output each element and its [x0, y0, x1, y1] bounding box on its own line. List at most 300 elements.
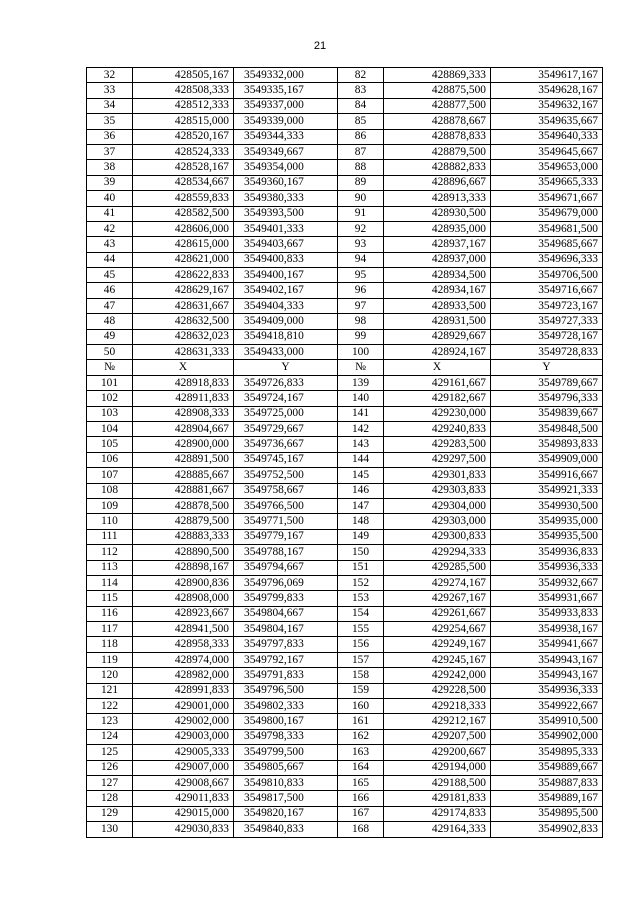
coordinates-table-header: [87, 360, 603, 375]
table-row: [87, 775, 603, 790]
point-number-left: 114: [87, 575, 133, 590]
x-coordinate-left: 428505,167: [133, 68, 234, 83]
y-coordinate-right: 3549671,667: [491, 191, 603, 206]
y-coordinate-left: 3549797,833: [234, 637, 338, 652]
y-coordinate-right: 3549935,500: [491, 529, 603, 544]
x-coordinate-left: 428632,023: [133, 329, 234, 344]
table-row: [87, 391, 603, 406]
x-coordinate-left: 428631,667: [133, 298, 234, 313]
point-number-right: 99: [338, 329, 384, 344]
y-coordinate-left: 3549779,167: [234, 529, 338, 544]
point-number-right: 87: [338, 144, 384, 159]
y-coordinate-right: 3549681,500: [491, 221, 603, 236]
point-number-right: 151: [338, 560, 384, 575]
point-number-right: 89: [338, 175, 384, 190]
point-number-left: 108: [87, 483, 133, 498]
point-number-left: 115: [87, 591, 133, 606]
x-coordinate-right: 429249,167: [384, 637, 491, 652]
point-number-right: 88: [338, 160, 384, 175]
x-coordinate-left: 429007,000: [133, 760, 234, 775]
y-coordinate-left: 3549736,667: [234, 437, 338, 452]
y-coordinate-left: 3549401,333: [234, 221, 338, 236]
y-coordinate-right: 3549716,667: [491, 283, 603, 298]
y-coordinate-left: 3549771,500: [234, 514, 338, 529]
x-coordinate-left: 428632,500: [133, 314, 234, 329]
x-coordinate-left: 428941,500: [133, 622, 234, 637]
point-number-left: 33: [87, 83, 133, 98]
y-coordinate-right: 3549893,833: [491, 437, 603, 452]
point-number-left: 43: [87, 237, 133, 252]
point-number-right: 160: [338, 699, 384, 714]
table-row: [87, 314, 603, 329]
table-row: [87, 729, 603, 744]
y-coordinate-right: 3549887,833: [491, 775, 603, 790]
point-number-right: 92: [338, 221, 384, 236]
point-number-right: 143: [338, 437, 384, 452]
table-row: [87, 252, 603, 267]
y-coordinate-left: 3549400,833: [234, 252, 338, 267]
point-number-left: 112: [87, 545, 133, 560]
x-coordinate-left: 428631,333: [133, 345, 234, 360]
header-number-left: №: [87, 360, 133, 375]
x-coordinate-right: 429303,000: [384, 514, 491, 529]
table-row: [87, 652, 603, 667]
point-number-left: 111: [87, 529, 133, 544]
point-number-left: 122: [87, 699, 133, 714]
y-coordinate-left: 3549796,069: [234, 575, 338, 590]
x-coordinate-left: 428879,500: [133, 514, 234, 529]
point-number-left: 130: [87, 822, 133, 837]
table-row: [87, 83, 603, 98]
y-coordinate-left: 3549729,667: [234, 421, 338, 436]
y-coordinate-right: 3549921,333: [491, 483, 603, 498]
x-coordinate-right: 429261,667: [384, 606, 491, 621]
y-coordinate-left: 3549360,167: [234, 175, 338, 190]
table-row: [87, 714, 603, 729]
point-number-right: 156: [338, 637, 384, 652]
point-number-left: 40: [87, 191, 133, 206]
table-row: [87, 175, 603, 190]
y-coordinate-left: 3549337,000: [234, 98, 338, 113]
x-coordinate-left: 428524,333: [133, 144, 234, 159]
point-number-left: 101: [87, 375, 133, 390]
point-number-right: 86: [338, 129, 384, 144]
point-number-left: 42: [87, 221, 133, 236]
point-number-right: 165: [338, 775, 384, 790]
point-number-left: 121: [87, 683, 133, 698]
table-row: [87, 745, 603, 760]
point-number-left: 129: [87, 806, 133, 821]
y-coordinate-left: 3549380,333: [234, 191, 338, 206]
point-number-left: 109: [87, 498, 133, 513]
x-coordinate-left: 428878,500: [133, 498, 234, 513]
x-coordinate-left: 429003,000: [133, 729, 234, 744]
point-number-right: 148: [338, 514, 384, 529]
x-coordinate-right: 429188,500: [384, 775, 491, 790]
point-number-left: 110: [87, 514, 133, 529]
y-coordinate-right: 3549848,500: [491, 421, 603, 436]
x-coordinate-right: 428879,500: [384, 144, 491, 159]
point-number-right: 147: [338, 498, 384, 513]
point-number-right: 85: [338, 114, 384, 129]
x-coordinate-right: 428937,167: [384, 237, 491, 252]
y-coordinate-left: 3549804,167: [234, 622, 338, 637]
y-coordinate-right: 3549933,833: [491, 606, 603, 621]
point-number-right: 142: [338, 421, 384, 436]
y-coordinate-left: 3549788,167: [234, 545, 338, 560]
x-coordinate-right: 429161,667: [384, 375, 491, 390]
y-coordinate-left: 3549725,000: [234, 406, 338, 421]
x-coordinate-right: 428877,500: [384, 98, 491, 113]
table-row: [87, 575, 603, 590]
table-row: [87, 329, 603, 344]
point-number-left: 123: [87, 714, 133, 729]
header-y-left: Y: [234, 360, 338, 375]
x-coordinate-left: 428991,833: [133, 683, 234, 698]
table-row: [87, 606, 603, 621]
point-number-left: 128: [87, 791, 133, 806]
point-number-right: 153: [338, 591, 384, 606]
table-row: [87, 191, 603, 206]
point-number-left: 39: [87, 175, 133, 190]
point-number-right: 159: [338, 683, 384, 698]
table-row: [87, 68, 603, 83]
x-coordinate-left: 429008,667: [133, 775, 234, 790]
x-coordinate-right: 429304,000: [384, 498, 491, 513]
header-x-right: X: [384, 360, 491, 375]
x-coordinate-left: 428621,000: [133, 252, 234, 267]
x-coordinate-left: 428890,500: [133, 545, 234, 560]
point-number-left: 102: [87, 391, 133, 406]
x-coordinate-right: 429283,500: [384, 437, 491, 452]
x-coordinate-left: 429011,833: [133, 791, 234, 806]
y-coordinate-left: 3549354,000: [234, 160, 338, 175]
y-coordinate-right: 3549696,333: [491, 252, 603, 267]
y-coordinate-left: 3549409,000: [234, 314, 338, 329]
table-row: [87, 406, 603, 421]
point-number-right: 83: [338, 83, 384, 98]
x-coordinate-left: 428582,500: [133, 206, 234, 221]
table-row: [87, 591, 603, 606]
x-coordinate-right: 429267,167: [384, 591, 491, 606]
y-coordinate-right: 3549728,833: [491, 345, 603, 360]
y-coordinate-right: 3549632,167: [491, 98, 603, 113]
x-coordinate-right: 429181,833: [384, 791, 491, 806]
x-coordinate-right: 428931,500: [384, 314, 491, 329]
table-row: [87, 221, 603, 236]
table-row: [87, 298, 603, 313]
y-coordinate-left: 3549804,667: [234, 606, 338, 621]
table-row: [87, 421, 603, 436]
x-coordinate-left: 428559,833: [133, 191, 234, 206]
point-number-right: 94: [338, 252, 384, 267]
x-coordinate-right: 428875,500: [384, 83, 491, 98]
x-coordinate-right: 429182,667: [384, 391, 491, 406]
x-coordinate-right: 429300,833: [384, 529, 491, 544]
y-coordinate-left: 3549798,333: [234, 729, 338, 744]
point-number-left: 46: [87, 283, 133, 298]
y-coordinate-left: 3549393,500: [234, 206, 338, 221]
y-coordinate-right: 3549889,667: [491, 760, 603, 775]
point-number-right: 96: [338, 283, 384, 298]
point-number-left: 41: [87, 206, 133, 221]
x-coordinate-right: 429274,167: [384, 575, 491, 590]
coordinates-table-lower-section: [87, 375, 603, 837]
x-coordinate-left: 428885,667: [133, 468, 234, 483]
y-coordinate-left: 3549792,167: [234, 652, 338, 667]
point-number-left: 120: [87, 668, 133, 683]
x-coordinate-right: 429174,833: [384, 806, 491, 821]
table-row: [87, 468, 603, 483]
x-coordinate-left: 428629,167: [133, 283, 234, 298]
table-row: [87, 545, 603, 560]
y-coordinate-left: 3549745,167: [234, 452, 338, 467]
table-row: [87, 283, 603, 298]
x-coordinate-right: 428934,500: [384, 268, 491, 283]
x-coordinate-right: 429294,333: [384, 545, 491, 560]
table-row: [87, 268, 603, 283]
table-row: [87, 206, 603, 221]
coordinates-table-upper-section: [87, 68, 603, 360]
point-number-left: 107: [87, 468, 133, 483]
table-row: [87, 98, 603, 113]
table-row: [87, 760, 603, 775]
x-coordinate-right: 429228,500: [384, 683, 491, 698]
y-coordinate-left: 3549404,333: [234, 298, 338, 313]
point-number-left: 104: [87, 421, 133, 436]
y-coordinate-left: 3549758,667: [234, 483, 338, 498]
point-number-right: 163: [338, 745, 384, 760]
table-row: [87, 129, 603, 144]
y-coordinate-left: 3549766,500: [234, 498, 338, 513]
table-row: [87, 345, 603, 360]
table-row: [87, 375, 603, 390]
x-coordinate-right: 428933,500: [384, 298, 491, 313]
y-coordinate-right: 3549727,333: [491, 314, 603, 329]
y-coordinate-left: 3549752,500: [234, 468, 338, 483]
point-number-right: 152: [338, 575, 384, 590]
x-coordinate-left: 428898,167: [133, 560, 234, 575]
point-number-right: 166: [338, 791, 384, 806]
y-coordinate-right: 3549932,667: [491, 575, 603, 590]
y-coordinate-right: 3549941,667: [491, 637, 603, 652]
y-coordinate-right: 3549909,000: [491, 452, 603, 467]
x-coordinate-left: 428534,667: [133, 175, 234, 190]
x-coordinate-right: 429297,500: [384, 452, 491, 467]
x-coordinate-right: 428878,833: [384, 129, 491, 144]
point-number-right: 161: [338, 714, 384, 729]
table-row: [87, 437, 603, 452]
point-number-right: 149: [338, 529, 384, 544]
point-number-left: 50: [87, 345, 133, 360]
header-number-right: №: [338, 360, 384, 375]
x-coordinate-left: 428881,667: [133, 483, 234, 498]
y-coordinate-left: 3549344,333: [234, 129, 338, 144]
y-coordinate-right: 3549902,000: [491, 729, 603, 744]
y-coordinate-right: 3549902,833: [491, 822, 603, 837]
point-number-right: 146: [338, 483, 384, 498]
y-coordinate-left: 3549840,833: [234, 822, 338, 837]
x-coordinate-left: 428908,333: [133, 406, 234, 421]
table-row: [87, 560, 603, 575]
table-row: [87, 237, 603, 252]
point-number-right: 98: [338, 314, 384, 329]
point-number-right: 82: [338, 68, 384, 83]
y-coordinate-right: 3549839,667: [491, 406, 603, 421]
point-number-right: 90: [338, 191, 384, 206]
point-number-left: 103: [87, 406, 133, 421]
point-number-right: 167: [338, 806, 384, 821]
y-coordinate-right: 3549895,500: [491, 806, 603, 821]
x-coordinate-right: 429207,500: [384, 729, 491, 744]
x-coordinate-left: 428900,836: [133, 575, 234, 590]
y-coordinate-left: 3549794,667: [234, 560, 338, 575]
x-coordinate-right: 429254,667: [384, 622, 491, 637]
x-coordinate-left: 428923,667: [133, 606, 234, 621]
point-number-left: 32: [87, 68, 133, 83]
point-number-left: 117: [87, 622, 133, 637]
x-coordinate-right: 429230,000: [384, 406, 491, 421]
point-number-right: 91: [338, 206, 384, 221]
coordinates-table: [86, 67, 603, 838]
x-coordinate-right: 428869,333: [384, 68, 491, 83]
y-coordinate-right: 3549653,000: [491, 160, 603, 175]
point-number-right: 97: [338, 298, 384, 313]
point-number-right: 140: [338, 391, 384, 406]
y-coordinate-left: 3549339,000: [234, 114, 338, 129]
x-coordinate-right: 429242,000: [384, 668, 491, 683]
y-coordinate-left: 3549791,833: [234, 668, 338, 683]
x-coordinate-left: 428918,833: [133, 375, 234, 390]
x-coordinate-right: 429245,167: [384, 652, 491, 667]
table-row: [87, 622, 603, 637]
y-coordinate-left: 3549726,833: [234, 375, 338, 390]
x-coordinate-left: 428512,333: [133, 98, 234, 113]
point-number-left: 45: [87, 268, 133, 283]
table-row: [87, 529, 603, 544]
point-number-right: 150: [338, 545, 384, 560]
y-coordinate-right: 3549943,167: [491, 668, 603, 683]
y-coordinate-right: 3549665,333: [491, 175, 603, 190]
point-number-right: 164: [338, 760, 384, 775]
x-coordinate-right: 429303,833: [384, 483, 491, 498]
table-row: [87, 483, 603, 498]
point-number-left: 127: [87, 775, 133, 790]
table-row: [87, 114, 603, 129]
y-coordinate-left: 3549349,667: [234, 144, 338, 159]
point-number-left: 48: [87, 314, 133, 329]
x-coordinate-left: 428520,167: [133, 129, 234, 144]
point-number-left: 113: [87, 560, 133, 575]
y-coordinate-right: 3549936,333: [491, 683, 603, 698]
x-coordinate-right: 429194,000: [384, 760, 491, 775]
x-coordinate-right: 428935,000: [384, 221, 491, 236]
x-coordinate-right: 428896,667: [384, 175, 491, 190]
point-number-left: 47: [87, 298, 133, 313]
y-coordinate-left: 3549805,667: [234, 760, 338, 775]
x-coordinate-left: 428958,333: [133, 637, 234, 652]
point-number-left: 44: [87, 252, 133, 267]
y-coordinate-right: 3549943,167: [491, 652, 603, 667]
point-number-right: 168: [338, 822, 384, 837]
table-row: [87, 806, 603, 821]
header-row: [87, 360, 603, 375]
x-coordinate-left: 428908,000: [133, 591, 234, 606]
y-coordinate-left: 3549820,167: [234, 806, 338, 821]
x-coordinate-right: 428937,000: [384, 252, 491, 267]
point-number-right: 144: [338, 452, 384, 467]
x-coordinate-left: 428622,833: [133, 268, 234, 283]
point-number-left: 35: [87, 114, 133, 129]
x-coordinate-left: 428904,667: [133, 421, 234, 436]
header-y-right: Y: [491, 360, 603, 375]
y-coordinate-right: 3549930,500: [491, 498, 603, 513]
header-x-left: X: [133, 360, 234, 375]
y-coordinate-right: 3549910,500: [491, 714, 603, 729]
table-row: [87, 498, 603, 513]
y-coordinate-right: 3549706,500: [491, 268, 603, 283]
x-coordinate-right: 428934,167: [384, 283, 491, 298]
x-coordinate-left: 429002,000: [133, 714, 234, 729]
table-row: [87, 160, 603, 175]
y-coordinate-right: 3549936,333: [491, 560, 603, 575]
point-number-left: 38: [87, 160, 133, 175]
y-coordinate-right: 3549617,167: [491, 68, 603, 83]
point-number-right: 162: [338, 729, 384, 744]
point-number-left: 49: [87, 329, 133, 344]
x-coordinate-left: 428615,000: [133, 237, 234, 252]
y-coordinate-left: 3549332,000: [234, 68, 338, 83]
x-coordinate-right: 429218,333: [384, 699, 491, 714]
x-coordinate-right: 428930,500: [384, 206, 491, 221]
y-coordinate-left: 3549817,500: [234, 791, 338, 806]
x-coordinate-right: 428882,833: [384, 160, 491, 175]
y-coordinate-right: 3549889,167: [491, 791, 603, 806]
x-coordinate-right: 428913,333: [384, 191, 491, 206]
point-number-left: 34: [87, 98, 133, 113]
point-number-right: 84: [338, 98, 384, 113]
point-number-right: 93: [338, 237, 384, 252]
point-number-right: 100: [338, 345, 384, 360]
y-coordinate-right: 3549922,667: [491, 699, 603, 714]
x-coordinate-right: 429164,333: [384, 822, 491, 837]
y-coordinate-right: 3549938,167: [491, 622, 603, 637]
point-number-left: 126: [87, 760, 133, 775]
y-coordinate-right: 3549895,333: [491, 745, 603, 760]
y-coordinate-right: 3549679,000: [491, 206, 603, 221]
table-row: [87, 668, 603, 683]
point-number-right: 141: [338, 406, 384, 421]
x-coordinate-right: 429200,667: [384, 745, 491, 760]
y-coordinate-left: 3549802,333: [234, 699, 338, 714]
y-coordinate-left: 3549796,500: [234, 683, 338, 698]
x-coordinate-right: 429285,500: [384, 560, 491, 575]
x-coordinate-left: 428900,000: [133, 437, 234, 452]
y-coordinate-left: 3549799,500: [234, 745, 338, 760]
x-coordinate-left: 428982,000: [133, 668, 234, 683]
table-row: [87, 637, 603, 652]
y-coordinate-left: 3549433,000: [234, 345, 338, 360]
x-coordinate-right: 429301,833: [384, 468, 491, 483]
y-coordinate-right: 3549935,000: [491, 514, 603, 529]
x-coordinate-right: 428929,667: [384, 329, 491, 344]
x-coordinate-left: 429015,000: [133, 806, 234, 821]
y-coordinate-left: 3549800,167: [234, 714, 338, 729]
y-coordinate-left: 3549335,167: [234, 83, 338, 98]
x-coordinate-right: 429212,167: [384, 714, 491, 729]
point-number-left: 118: [87, 637, 133, 652]
table-row: [87, 683, 603, 698]
